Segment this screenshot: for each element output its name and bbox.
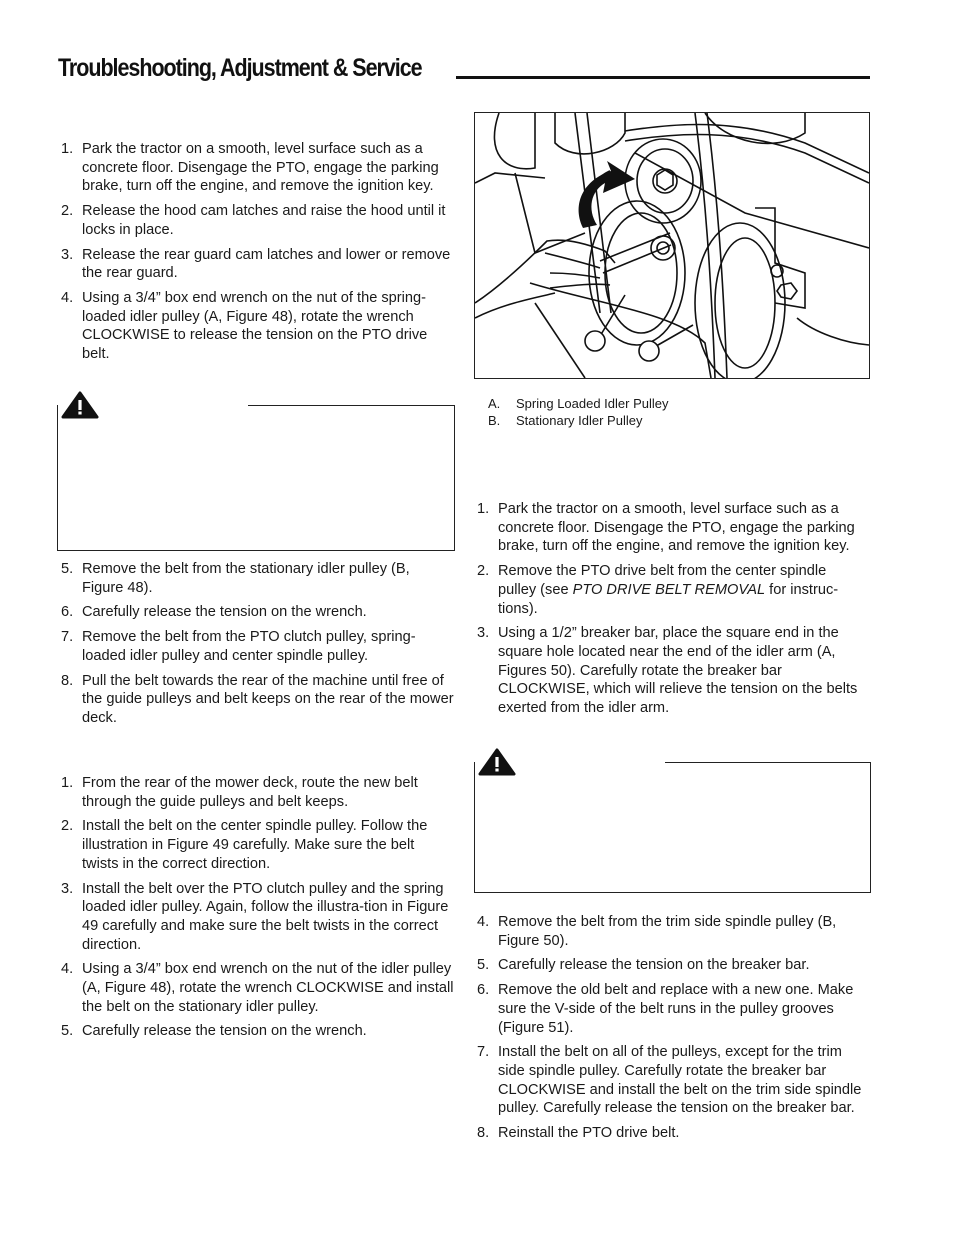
page-header	[58, 54, 870, 82]
warning-box-2	[474, 762, 871, 893]
header-rule	[456, 76, 870, 79]
right-steps-list-2	[474, 913, 868, 1143]
right-steps-continued	[474, 913, 868, 1149]
removal-steps-list	[58, 140, 454, 364]
removal-steps-continued	[58, 560, 454, 734]
install-steps-section	[58, 774, 454, 1047]
list-item: 2. Release the hood cam latches and raise the hood until it locks in place.	[61, 203, 446, 238]
warning-box	[57, 405, 455, 551]
list-item: 3. Using a 1/2” breaker bar, place the square end in the square hole located near the end of the idler arm (A, Figures 50). Carefully rotate the breaker bar CLOCKWISE, which will relieve the tension on the belts exerted from the idler arm.	[477, 625, 858, 717]
list-item: 4. Using a 3/4” box end wrench on the nut of the idler pulley (A, Figure 48), rotate the wrench CLOCKWISE and install the belt on the stationary idler pulley.	[61, 961, 454, 1015]
right-steps-list	[474, 500, 868, 718]
figure-illustration	[474, 112, 870, 379]
removal-steps-list-2	[58, 560, 454, 728]
page-title: Troubleshooting, Adjustment & Service	[58, 54, 422, 82]
figure-caption	[488, 396, 669, 429]
list-item: 1. Park the tractor on a smooth, level surface such as a concrete floor. Disengage the PTO, engage the parking brake, turn off the engine, and remove the ignition key.	[61, 141, 439, 195]
list-item: 5. Remove the belt from the stationary idler pulley (B, Figure 48).	[61, 561, 410, 596]
list-item: 3. Install the belt over the PTO clutch pulley and the spring loaded idler pulley. Again, follow the illustra-tion in Figure 49 carefully and make sure the belt twists in the correct direction.	[61, 880, 449, 953]
list-item: 8. Reinstall the PTO drive belt.	[477, 1125, 680, 1142]
list-item: 5. Carefully release the tension on the breaker bar.	[477, 957, 810, 974]
list-item: 2. Remove the PTO drive belt from the center spindle pulley (see PTO DRIVE BELT REMOVAL for instruc-tions).	[477, 563, 839, 617]
caption-item: A. Spring Loaded Idler Pulley	[488, 396, 669, 411]
install-steps-list	[58, 774, 454, 1041]
list-item: 1. From the rear of the mower deck, route the new belt through the guide pulleys and belt keeps.	[61, 775, 418, 810]
list-item: 3. Release the rear guard cam latches and lower or remove the rear guard.	[61, 246, 451, 282]
list-item: 1. Park the tractor on a smooth, level surface such as a concrete floor. Disengage the PTO, engage the parking brake, turn off the engine, and remove the ignition key.	[477, 501, 855, 555]
list-item: 7. Remove the belt from the PTO clutch pulley, spring-loaded idler pulley and center spindle pulley.	[61, 629, 416, 664]
caption-item: B. Stationary Idler Pulley	[488, 412, 643, 428]
right-steps-section	[474, 500, 868, 724]
list-item: 4. Remove the belt from the trim side spindle pulley (B, Figure 50).	[477, 914, 837, 949]
belt-pulley-illustration	[475, 113, 869, 378]
removal-steps-section	[58, 140, 454, 370]
list-item: 4. Using a 3/4” box end wrench on the nut of the spring-loaded idler pulley (A, Figure 48), rotate the wrench CLOCKWISE to release the tension on the PTO drive belt.	[61, 289, 428, 363]
list-item: 6. Carefully release the tension on the wrench.	[61, 604, 367, 621]
warning-triangle-icon	[475, 748, 523, 776]
list-item: 7. Install the belt on all of the pulleys, except for the trim side spindle pulley. Carefully rotate the breaker bar CLOCKWISE and install the belt on the trim side spindle pulley. Carefully release the tension on the breaker bar.	[477, 1044, 862, 1117]
list-item: 8. Pull the belt towards the rear of the machine until free of the guide pulleys and belt keeps on the rear of the mower deck.	[61, 672, 454, 726]
list-item: 2. Install the belt on the center spindle pulley. Follow the illustration in Figure 49 carefully. Make sure the belt twists in the correct direction.	[61, 818, 428, 872]
list-item: 6. Remove the old belt and replace with a new one. Make sure the V-side of the belt runs in the pulley grooves (Figure 51).	[477, 982, 854, 1036]
warning-triangle-icon	[58, 391, 106, 419]
list-item: 5. Carefully release the tension on the wrench.	[61, 1023, 367, 1040]
